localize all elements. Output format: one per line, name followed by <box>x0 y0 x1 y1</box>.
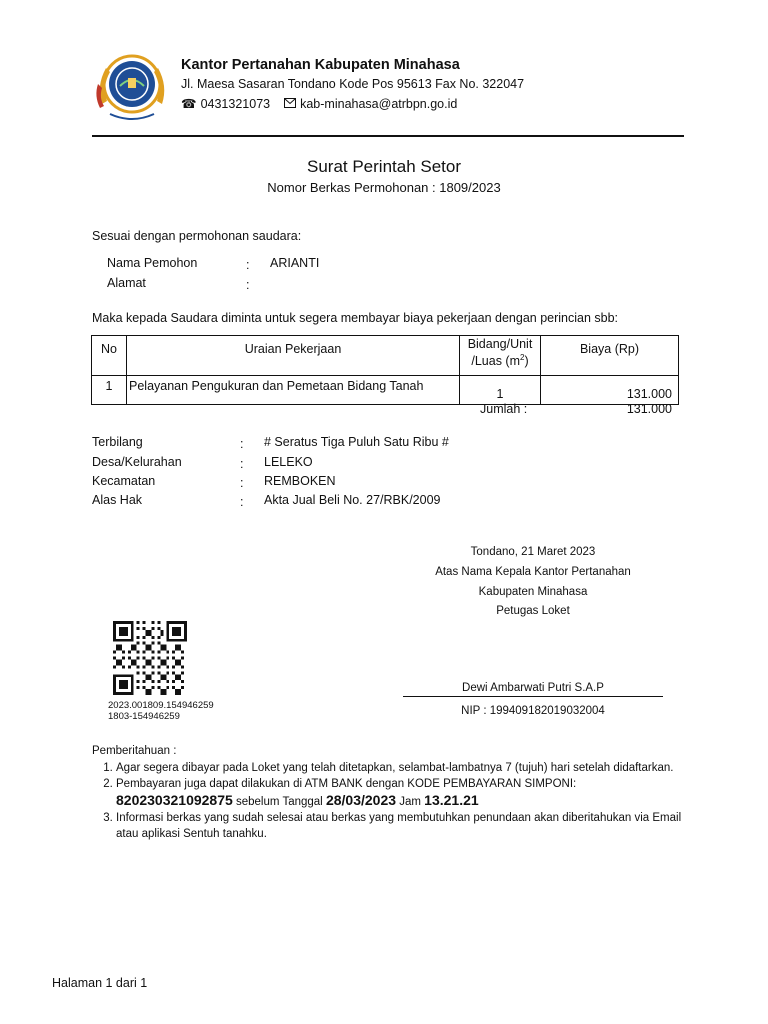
page-footer: Halaman 1 dari 1 <box>52 976 148 990</box>
table-row <box>92 376 679 405</box>
notice-title: Pemberitahuan : <box>92 745 177 757</box>
detail-value-alas-hak: Akta Jual Beli No. 27/RBK/2009 <box>264 493 441 507</box>
header-bidang-line1: Bidang/Unit <box>467 337 533 351</box>
detail-value-kecamatan: REMBOKEN <box>264 474 336 488</box>
detail-label-terbilang: Terbilang <box>92 435 143 449</box>
detail-colon: : <box>240 457 244 471</box>
header-desc: Uraian Pekerjaan <box>127 336 460 376</box>
payment-code: 820230321092875 <box>116 792 233 808</box>
row-bidang: 1 <box>460 376 541 405</box>
request-text: Maka kepada Saudara diminta untuk segera membayar biaya pekerjaan dengan perincian sbb: <box>92 311 619 325</box>
applicant-name-colon: : <box>246 258 250 272</box>
header-cost: Biaya (Rp) <box>541 336 679 376</box>
detail-value-desa: LELEKO <box>264 455 313 469</box>
sign-regency: Kabupaten Minahasa <box>478 586 588 598</box>
notice-item: 1. Agar segera dibayar pada Loket yang telah ditetapkan, selambat-lambatnya 7 (tujuh) hari setelah didaftarkan. <box>116 760 696 776</box>
detail-label-kecamatan: Kecamatan <box>92 474 156 488</box>
applicant-name-value: ARIANTI <box>270 256 320 270</box>
document-number: Nomor Berkas Permohonan : 1809/2023 <box>267 180 501 195</box>
notice-item <box>116 776 696 810</box>
signer-name: Dewi Ambarwati Putri S.A.P <box>462 682 604 694</box>
hour-label: Jam <box>399 796 421 808</box>
applicant-name-label: Nama Pemohon <box>107 256 198 270</box>
signer-nip: NIP : 199409182019032004 <box>461 705 605 717</box>
notice-item: 3. Informasi berkas yang sudah selesai atau berkas yang membutuhkan penundaan akan diberitahukan via Email atau aplikasi Sentuh tanahku. <box>116 810 696 842</box>
phone-icon: ☎ <box>181 97 197 111</box>
qr-code <box>113 621 187 695</box>
header-bidang-line2: /Luas (m <box>471 354 520 369</box>
detail-label-alas-hak: Alas Hak <box>92 493 143 507</box>
detail-colon: : <box>240 476 244 490</box>
before-label: sebelum Tanggal <box>236 796 323 808</box>
row-desc: Pelayanan Pengukuran dan Pemetaan Bidang Tanah <box>127 376 460 405</box>
header-no: No <box>92 336 127 376</box>
detail-label-desa: Desa/Kelurahan <box>92 455 182 469</box>
total-label: Jumlah : <box>480 402 528 416</box>
intro-text: Sesuai dengan permohonan saudara: <box>92 229 302 243</box>
header-bidang-sup: 2 <box>520 353 525 362</box>
header-divider <box>92 135 684 137</box>
email-address: kab-minahasa@atrbpn.go.id <box>300 96 458 111</box>
signature-line <box>403 696 663 697</box>
sign-role: Petugas Loket <box>496 605 570 617</box>
phone-number: 0431321073 <box>200 96 271 111</box>
applicant-address-colon: : <box>246 278 250 292</box>
header-bidang <box>460 336 541 376</box>
notice-list <box>92 760 696 842</box>
sign-on-behalf: Atas Nama Kepala Kantor Pertanahan <box>435 566 631 578</box>
notice-item2-text: Pembayaran juga dapat dilakukan di ATM BANK dengan KODE PEMBAYARAN SIMPONI: <box>116 778 577 790</box>
row-cost: 131.000 <box>541 376 679 405</box>
detail-colon: : <box>240 495 244 509</box>
row-no: 1 <box>92 376 127 405</box>
sign-place-date: Tondano, 21 Maret 2023 <box>470 546 596 558</box>
qr-caption <box>108 700 214 722</box>
qr-caption-line1: 2023.001809.154946259 <box>108 700 214 711</box>
work-table <box>91 335 679 405</box>
detail-colon: : <box>240 437 244 451</box>
envelope-icon <box>284 97 296 111</box>
atr-bpn-logo <box>92 46 172 126</box>
deadline-time: 13.21.21 <box>424 792 479 808</box>
applicant-address-label: Alamat <box>107 276 146 290</box>
office-address: Jl. Maesa Sasaran Tondano Kode Pos 95613 Fax No. 322047 <box>181 77 525 91</box>
detail-value-terbilang: # Seratus Tiga Puluh Satu Ribu # <box>264 435 449 449</box>
table-header-row <box>92 336 679 376</box>
qr-caption-line2: 1803-154946259 <box>108 711 180 722</box>
total-value: 131.000 <box>626 402 672 416</box>
header-bidang-close: ) <box>524 354 529 369</box>
deadline-date: 28/03/2023 <box>325 792 397 808</box>
office-contact <box>181 96 457 111</box>
office-name: Kantor Pertanahan Kabupaten Minahasa <box>181 57 460 73</box>
document-title: Surat Perintah Setor <box>306 157 462 176</box>
